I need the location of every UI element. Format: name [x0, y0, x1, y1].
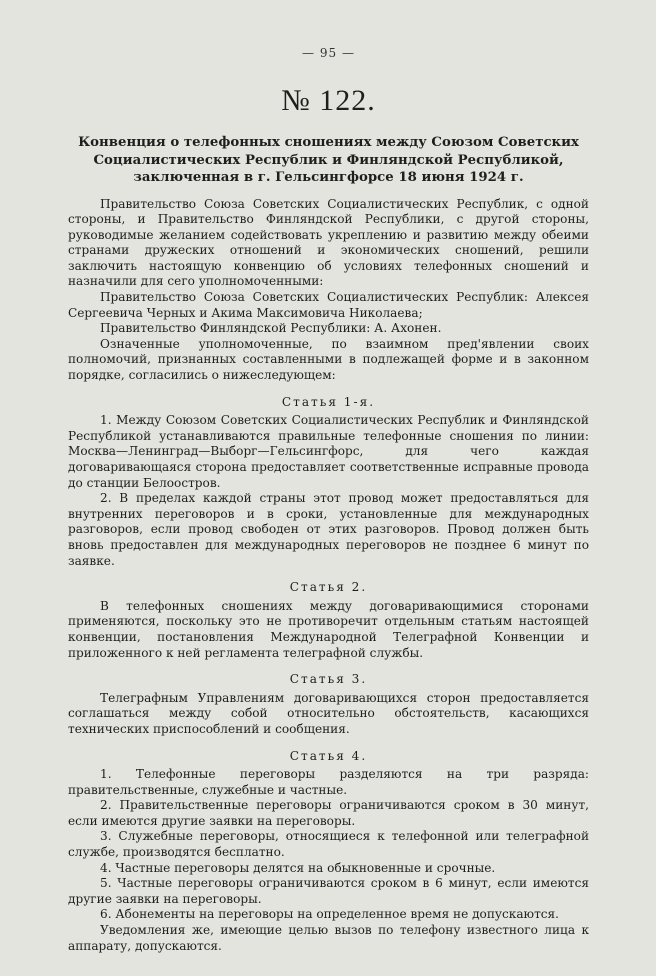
article-paragraph: 2. В пределах каждой страны этот провод может предоставляться для внутренних переговоров и в сроки, установленные для международных разговоров, если провод свободен от этих разговоров. Провод должен быть вновь предоставлен для международных переговоров не позднее 6 минут по заявке. — [68, 491, 589, 568]
article-heading: Статья 1-я. — [281, 394, 376, 409]
preamble-paragraph: Правительство Союза Советских Социалистических Республик, с одной стороны, и Правительство Финляндской Республики, с другой стороны, руководимые желанием содействовать укреплению и развитию между обеими странами дружеских отношений и экономических сношений, решили заключить настоящую конвенцию об условиях телефонных сношений и назначили для сего уполномоченными: — [68, 196, 589, 289]
document-title: Конвенция о телефонных сношениях между Союзом Советских Социалистических Республик и Финляндской Республикой, заключенная в г. Гельсингфорсе 18 июня 1924 г. — [78, 135, 579, 185]
article-1 — [68, 395, 589, 570]
article-4 — [68, 749, 589, 955]
article-heading: Статья 3. — [289, 672, 368, 687]
article-paragraph: 3. Служебные переговоры, относящиеся к телефонной или телеграфной службе, производятся бесплатно. — [68, 829, 589, 860]
article-paragraph: Телеграфным Управлениям договаривающихся сторон предоставляется соглашаться между собой относительно обстоятельств, касающихся технических приспособлений и сообщения. — [68, 690, 589, 736]
preamble-paragraph: Правительство Финляндской Республики: А. Ахонен. — [100, 321, 442, 336]
article-paragraph: 6. Абонементы на переговоры на определенное время не допускаются. — [100, 907, 560, 922]
article-3 — [68, 672, 589, 737]
article-2 — [68, 580, 589, 661]
article-paragraph: Уведомления же, имеющие целью вызов по телефону известного лица к аппарату, допускаются. — [68, 923, 589, 953]
document-body — [68, 197, 589, 955]
article-paragraph: В телефонных сношениях между договаривающимися сторонами применяются, поскольку это не противоречит отдельным статьям настоящей конвенции, постановления Международной Телеграфной Конвенции и приложенного к ней регламента телеграфной службы. — [68, 598, 589, 660]
article-heading: Статья 2. — [289, 580, 368, 595]
article-paragraph: 5. Частные переговоры ограничиваются сроком в 6 минут, если имеются другие заявки на переговоры. — [68, 876, 589, 906]
article-paragraph: 2. Правительственные переговоры ограничиваются сроком в 30 минут, если имеются другие заявки на переговоры. — [68, 798, 589, 828]
article-paragraph: 1. Между Союзом Советских Социалистических Республик и Финляндской Республикой устанавливаются правильные телефонные сношения по линии: Москва—Ленинград—Выборг—Гельсингфорс, для чего каждая договаривающаяся сторона предоставляет соответственные исправные провода до станции Белоостров. — [68, 413, 589, 490]
preamble-paragraph: Означенные уполномоченные, по взаимном пред'явлении своих полномочий, признанных составленными в подлежащей форме и в законном порядке, согласились о нижеследующем: — [68, 336, 589, 383]
article-heading: Статья 4. — [289, 748, 368, 763]
page-number: — 95 — — [302, 46, 355, 60]
article-paragraph: 1. Телефонные переговоры разделяются на три разряда: правительственные, служебные и частные. — [68, 767, 589, 797]
article-paragraph: 4. Частные переговоры делятся на обыкновенные и срочные. — [100, 860, 496, 875]
document-number: № 122. — [281, 84, 376, 117]
preamble-paragraph: Правительство Союза Советских Социалистических Республик: Алексея Сергеевича Черных и Акима Максимовича Николаева; — [68, 290, 589, 320]
